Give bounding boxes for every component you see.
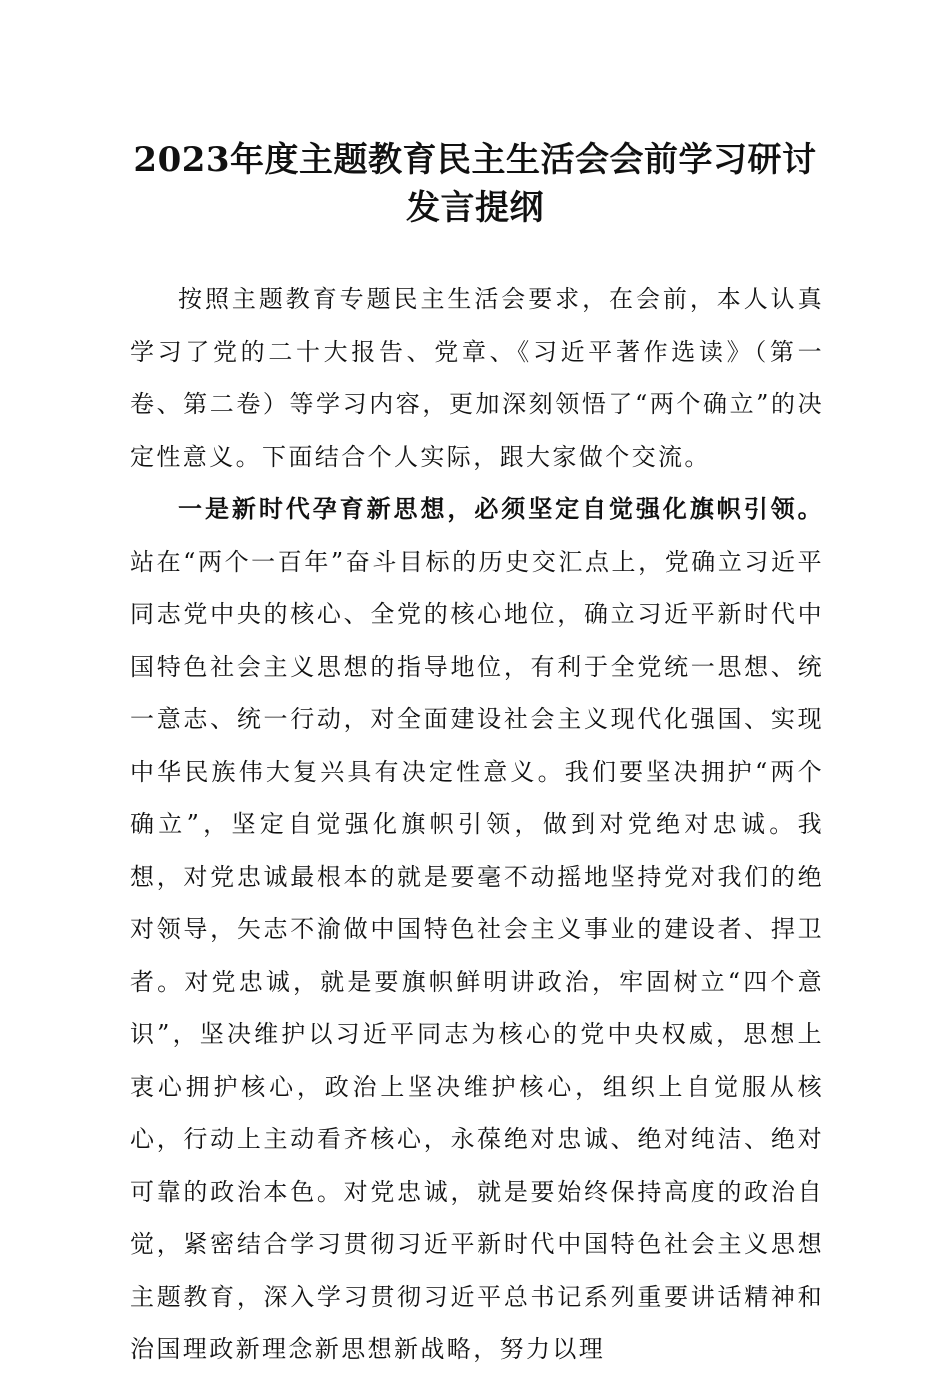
title-line-1: 2023年度主题教育民主生活会会前学习研讨 (133, 140, 817, 180)
document-body (130, 273, 824, 1376)
paragraph-intro-text: 按照主题教育专题民主生活会要求，在会前，本人认真学习了党的二十大报告、党章、《习近平著作选读》（第一卷、第二卷）等学习内容，更加深刻领悟了“两个确立”的决定性意义。下面结合个人实际，跟大家做个交流。 (130, 285, 824, 471)
paragraph-point-1-text: 站在“两个一百年”奋斗目标的历史交汇点上，党确立习近平同志党中央的核心、全党的核心地位，确立习近平新时代中国特色社会主义思想的指导地位，有利于全党统一思想、统一意志、统一行动，对全面建设社会主义现代化强国、实现中华民族伟大复兴具有决定性意义。我们要坚决拥护“两个确立”，坚定自觉强化旗帜引领，做到对党绝对忠诚。我想，对党忠诚最根本的就是要毫不动摇地坚持党对我们的绝对领导，矢志不渝做中国特色社会主义事业的建设者、捍卫者。对党忠诚，就是要旗帜鲜明讲政治，牢固树立“四个意识”，坚决维护以习近平同志为核心的党中央权威，思想上衷心拥护核心，政治上坚决维护核心，组织上自觉服从核心，行动上主动看齐核心，永葆绝对忠诚、绝对纯洁、绝对可靠的政治本色。对党忠诚，就是要始终保持高度的政治自觉，紧密结合学习贯彻习近平新时代中国特色社会主义思想主题教育，深入学习贯彻习近平总书记系列重要讲话精神和治国理政新理念新思想新战略，努力以理 (130, 547, 824, 1363)
title-line-2: 发言提纲 (406, 188, 544, 228)
document-title (120, 136, 830, 232)
paragraph-point-1 (130, 483, 824, 1376)
paragraph-intro (130, 273, 824, 483)
paragraph-point-1-heading: 一是新时代孕育新思想，必须坚定自觉强化旗帜引领。 (178, 494, 824, 523)
